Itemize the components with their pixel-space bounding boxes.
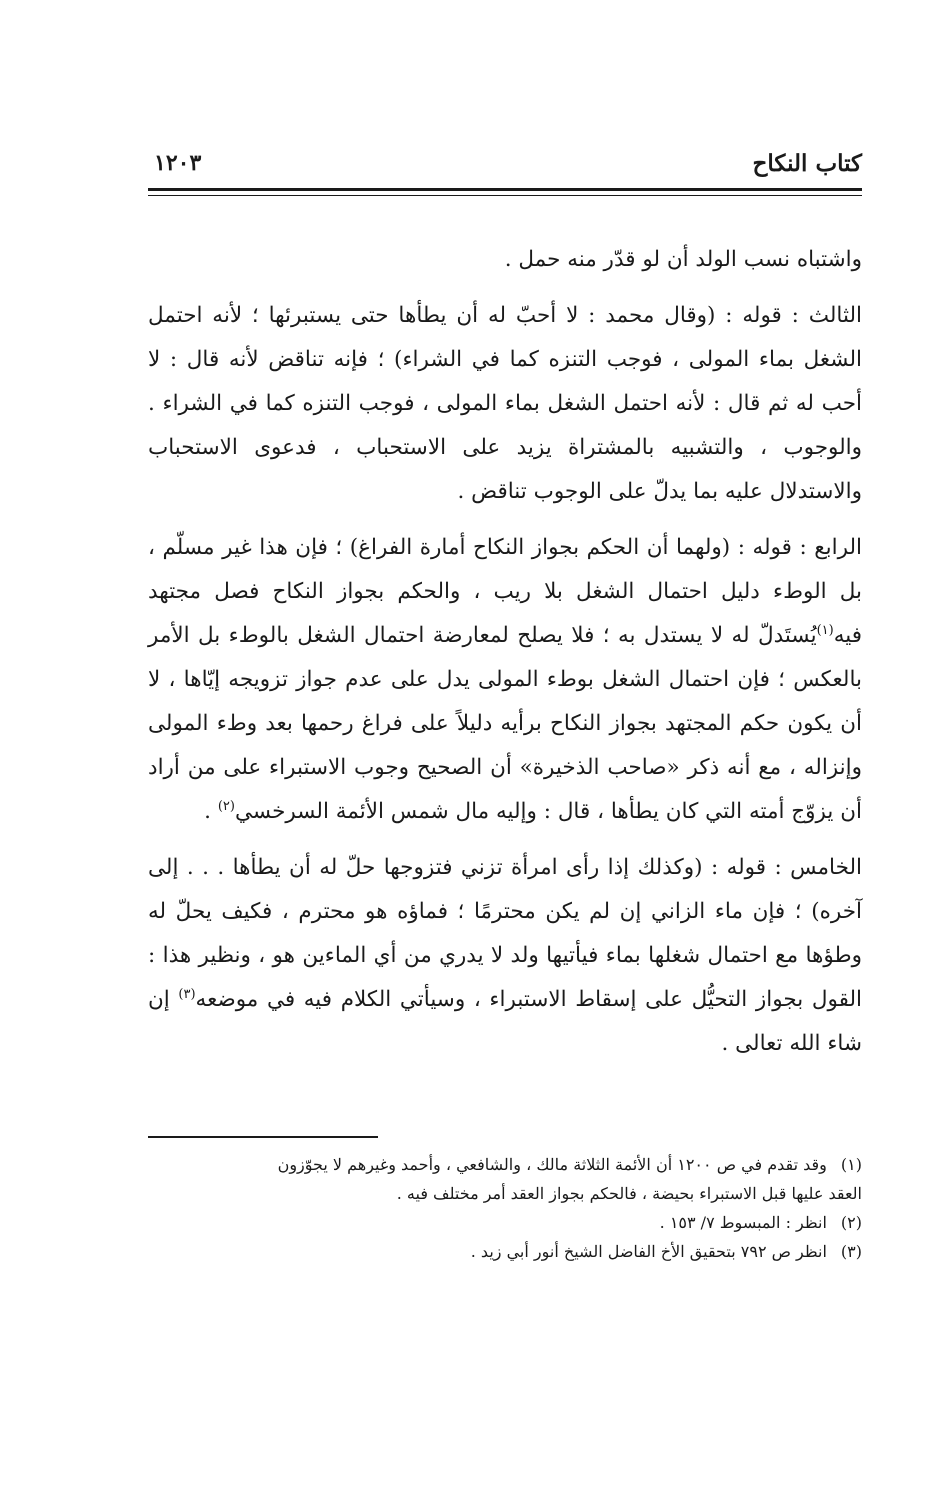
paragraph-4-part-b: إن شاء الله تعالى . (148, 987, 862, 1056)
paragraph-3-part-b: يُستَدلّ له لا يستدل به ؛ فلا يصلح لمعارضة احتمال الشغل بالوطء بل الأمر بالعكس ؛ فإن احتمال الشغل بوطء المولى يدل على عدم جواز تزويجه إيّاها ، لا أن يكون حكم المجتهد بجواز النكاح برأيه دليلاً على فراغ رحمها بعد وطء المولى وإنزاله ، مع أنه ذكر «صاحب الذخيرة» أن الصحيح وجوب الاستبراء على من أراد أن يزوّج أمته التي كان يطأها ، قال : وإليه مال شمس الأئمة السرخسي (148, 623, 862, 824)
page-number: ١٢٠٣ (154, 150, 202, 176)
footnote-text: وقد تقدم في ص ١٢٠٠ أن الأئمة الثلاثة مالك ، والشافعي ، وأحمد وغيرهم لا يجوّزون (277, 1155, 827, 1174)
paragraph-3-part-a: الرابع : قوله : (ولهما أن الحكم بجواز النكاح أمارة الفراغ) ؛ فإن هذا غير مسلّم ، بل الوطء دليل احتمال الشغل بلا ريب ، والحكم بجواز النكاح فصل مجتهد فيه (148, 535, 862, 648)
book-page (148, 150, 862, 1261)
footnote-text: انظر : المبسوط ٧/ ١٥٣ . (659, 1213, 827, 1232)
footnotes (162, 1150, 862, 1266)
footnote-ref-3[interactable]: (٣) (178, 986, 196, 1002)
footnote-ref-1[interactable]: (١) (816, 622, 834, 638)
header-rule-thin (148, 195, 862, 196)
footnote-ref-2[interactable]: (٢) (217, 798, 235, 814)
paragraph-1: واشتباه نسب الولد أن لو قدّر منه حمل . (504, 247, 862, 272)
footnote-separator (148, 1136, 378, 1138)
main-text (148, 238, 862, 1078)
footnote-3 (162, 1237, 862, 1266)
paragraph-4-part-a: الخامس : قوله : (وكذلك إذا رأى امرأة تزني فتزوجها حلّ له أن يطأها . . . إلى آخره) ؛ فإن ماء الزاني إن لم يكن محترمًا ؛ فماؤه هو محترم ، فكيف يحلّ له وطؤها مع احتمال شغلها بماء فيأتيها ولد لا يدري من أي الماءين هو ، ونظير هذا : القول بجواز التحيُّل على إسقاط الاستبراء ، وسيأتي الكلام فيه في موضعه (148, 855, 862, 1012)
paragraph-2: الثالث : قوله : (وقال محمد : لا أحبّ له أن يطأها حتى يستبرئها ؛ لأنه احتمل الشغل بماء المولى ، فوجب التنزه كما في الشراء) ؛ فإنه تناقض لأنه قال : لا أحب له ثم قال : لأنه احتمل الشغل بماء المولى ، فوجب التنزه كما في الشراء . والوجوب ، والتشبيه بالمشتراة يزيد على الاستحباب ، فدعوى الاستحباب والاستدلال عليه بما يدلّ على الوجوب تناقض . (148, 303, 862, 504)
footnote-number: (٣) (840, 1242, 862, 1261)
page-header (148, 150, 862, 186)
footnote-number: (٢) (840, 1213, 862, 1232)
running-title: كتاب النكاح (752, 150, 862, 177)
footnote-1 (162, 1150, 862, 1179)
footnote-2 (162, 1208, 862, 1237)
paragraph-3 (148, 526, 862, 834)
footnote-1-continuation: العقد عليها قبل الاستبراء بحيضة ، فالحكم بجواز العقد أمر مختلف فيه . (396, 1184, 862, 1203)
footnote-number: (١) (840, 1155, 862, 1174)
footnote-text: انظر ص ٧٩٢ بتحقيق الأخ الفاضل الشيخ أنور أبي زيد . (470, 1242, 827, 1261)
header-rule-thick (148, 188, 862, 191)
paragraph-4 (148, 846, 862, 1066)
paragraph-3-end: . (204, 799, 218, 824)
